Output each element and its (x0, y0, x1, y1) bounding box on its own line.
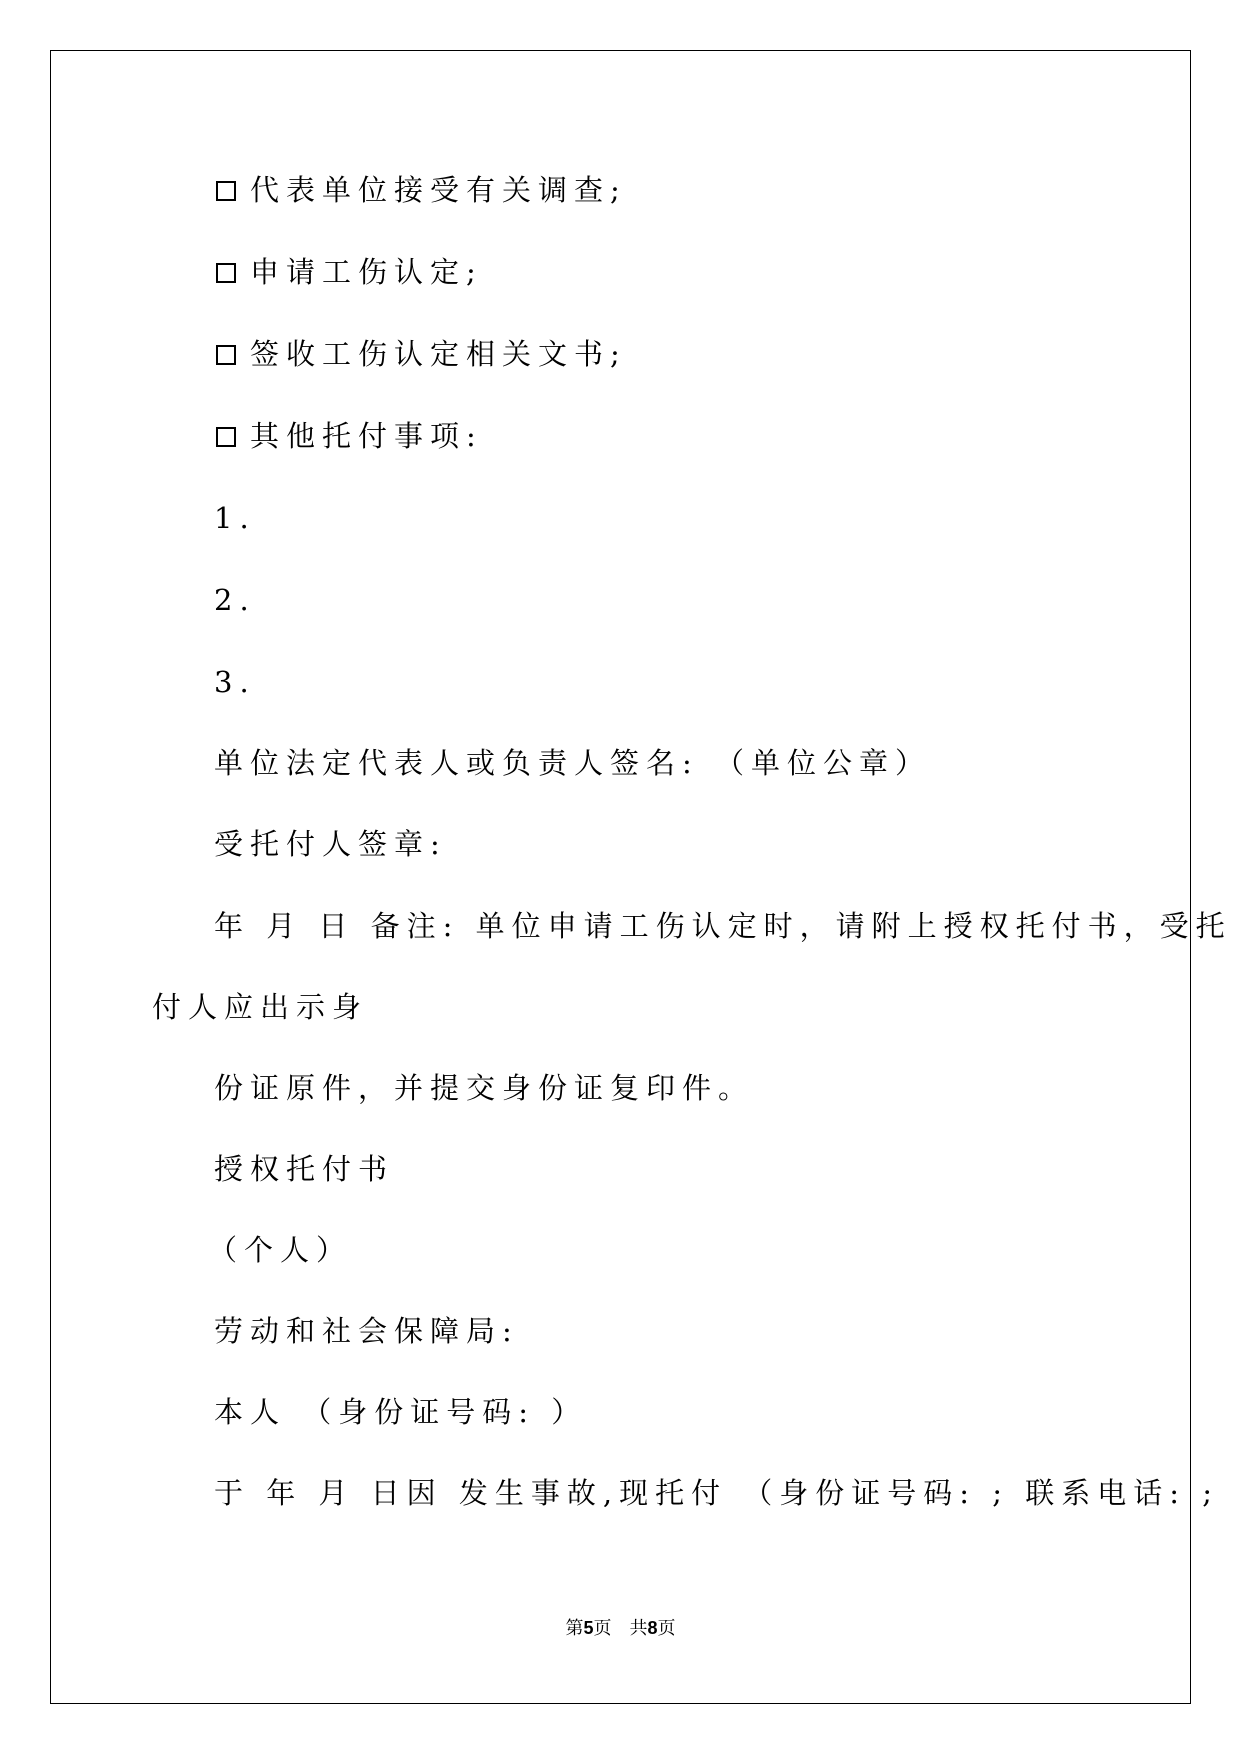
document-subtitle: （个人） (208, 1233, 353, 1267)
checklist-item-apply (216, 255, 483, 289)
footer-page-unit: 页 (593, 1618, 612, 1639)
checklist-label: 签收工伤认定相关文书; (250, 337, 627, 371)
date-note-line: 年 月 日 备注: 单位申请工伤认定时，请附上授权托付书，受托 (214, 909, 1232, 943)
checklist-item-sign-documents (216, 337, 627, 371)
checklist-label: 其他托付事项: (250, 419, 483, 453)
footer-page-number: 5 (583, 1618, 594, 1638)
note-continuation-2: 份证原件，并提交身份证复印件。 (214, 1071, 755, 1105)
note-continuation: 付人应出示身 (152, 990, 369, 1024)
page-footer (0, 1614, 1241, 1640)
checkbox-icon[interactable] (216, 263, 236, 283)
checklist-item-investigation (216, 173, 627, 207)
footer-total-pages: 8 (647, 1618, 658, 1638)
footer-total-prefix: 共 (629, 1618, 648, 1639)
agent-sign-line: 受托付人签章: (214, 827, 447, 861)
event-line: 于 年 月 日因 发生事故,现托付 （身份证号码: ; 联系电话: ; (214, 1476, 1220, 1510)
checkbox-icon[interactable] (216, 345, 236, 365)
addressee-line: 劳动和社会保障局: (214, 1314, 519, 1348)
checklist-label: 代表单位接受有关调查; (250, 173, 627, 207)
checkbox-icon[interactable] (216, 427, 236, 447)
signature-line: 单位法定代表人或负责人签名: （单位公章） (214, 746, 931, 780)
numbered-line-3: 3. (214, 665, 256, 699)
page-border (50, 50, 1191, 1704)
numbered-line-1: 1. (214, 501, 256, 535)
numbered-line-2: 2. (214, 583, 256, 617)
footer-prefix: 第 (565, 1618, 584, 1639)
self-id-line: 本人 （身份证号码: ） (214, 1395, 588, 1429)
footer-total-unit: 页 (657, 1618, 676, 1639)
document-title: 授权托付书 (214, 1152, 395, 1186)
checkbox-icon[interactable] (216, 181, 236, 201)
checklist-item-other (216, 419, 483, 453)
checklist-label: 申请工伤认定; (250, 255, 483, 289)
